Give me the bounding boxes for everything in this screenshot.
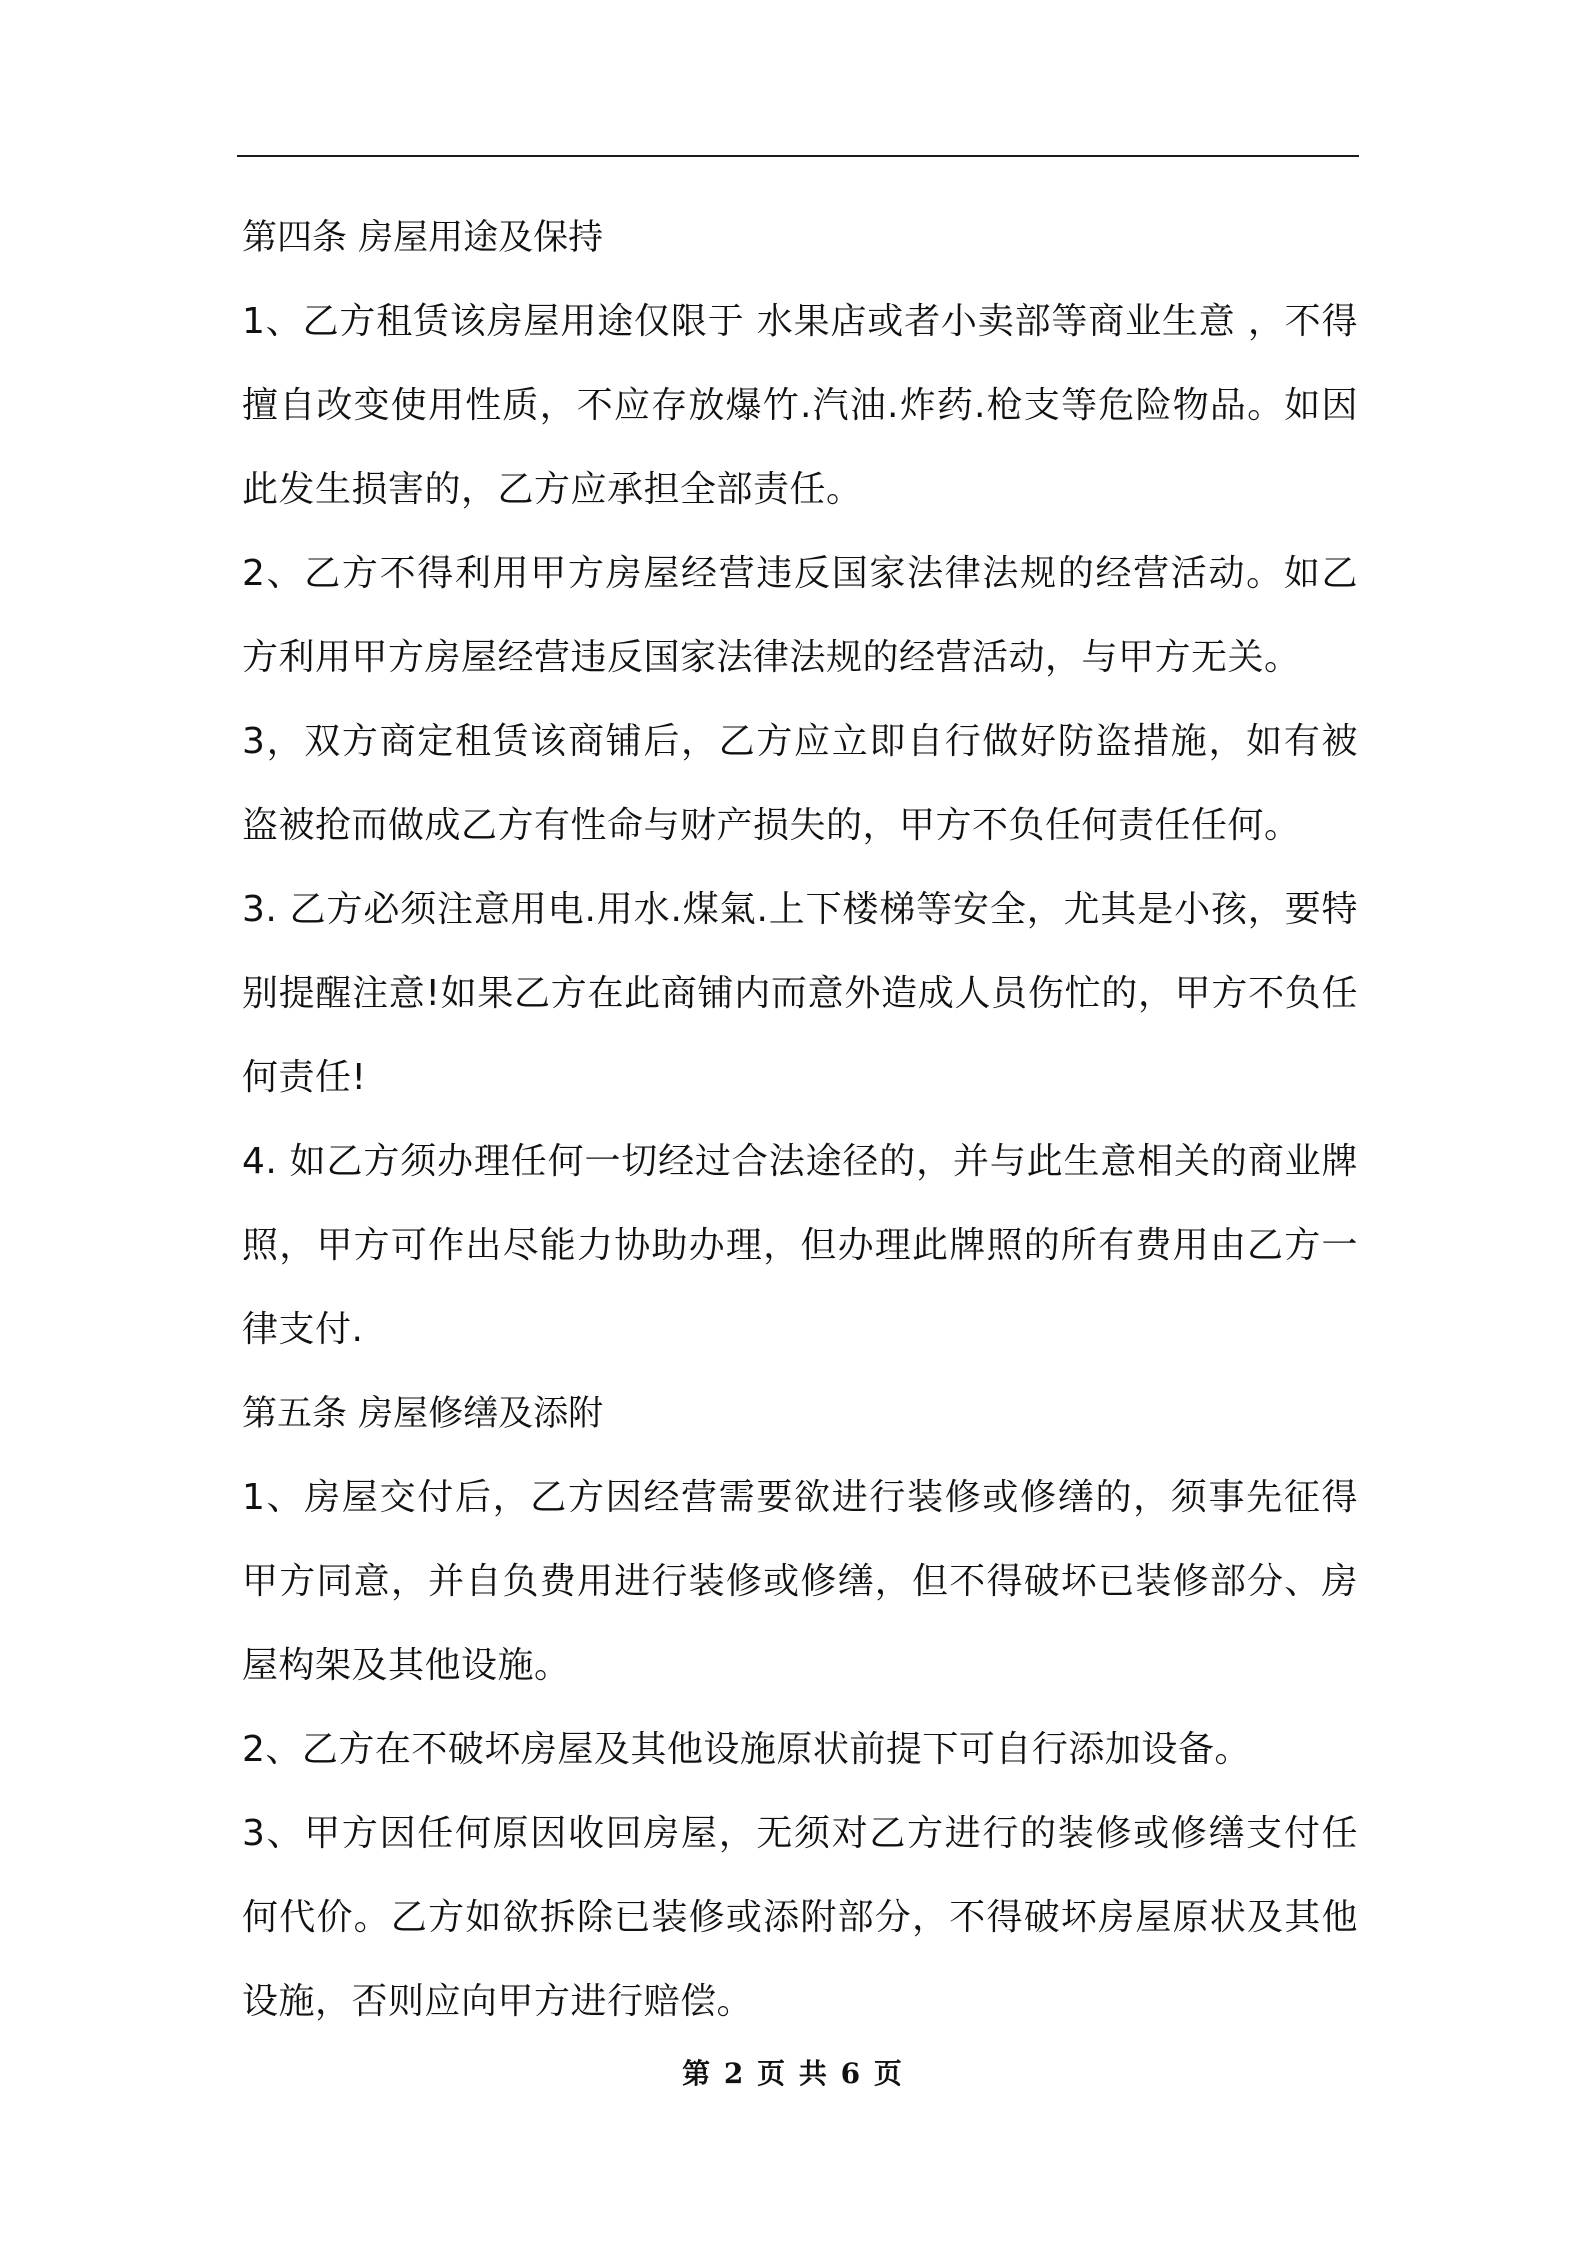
clause-5-1: 1、房屋交付后，乙方因经营需要欲进行装修或修缮的，须事先征得甲方同意，并自负费用进行装修或修缮，但不得破坏已装修部分、房屋构架及其他设施。 (242, 1477, 1358, 1686)
clause-4-4: 4. 如乙方须办理任何一切经过合法途径的，并与此生意相关的商业牌照，甲方可作出尽能力协助办理，但办理此牌照的所有费用由乙方一律支付. (242, 1141, 1358, 1350)
clause-4-1: 1、乙方租赁该房屋用途仅限于 水果店或者小卖部等商业生意 ，不得擅自改变使用性质，不应存放爆竹.汽油.炸药.枪支等危险物品。如因此发生损害的，乙方应承担全部责任。 (242, 301, 1358, 510)
page-number-footer: 第 2 页 共 6 页 (682, 2057, 904, 2090)
clause-4-3b: 3. 乙方必须注意用电.用水.煤氣.上下楼梯等安全，尤其是小孩，要特别提醒注意!如果乙方在此商铺内而意外造成人员伤忙的，甲方不负任何责任! (242, 889, 1358, 1098)
clause-5-3: 3、甲方因任何原因收回房屋，无须对乙方进行的装修或修缮支付任何代价。乙方如欲拆除已装修或添附部分，不得破坏房屋原状及其他设施，否则应向甲方进行赔偿。 (242, 1813, 1358, 2022)
clause-4-3a: 3，双方商定租赁该商铺后，乙方应立即自行做好防盗措施，如有被盗被抢而做成乙方有性命与财产损失的，甲方不负任何责任任何。 (242, 721, 1358, 846)
document-body (242, 196, 1358, 2044)
section-heading-5: 第五条 房屋修缮及添附 (242, 1394, 604, 1434)
clause-5-2: 2、乙方在不破坏房屋及其他设施原状前提下可自行添加设备。 (242, 1729, 1251, 1770)
clause-4-2: 2、乙方不得利用甲方房屋经营违反国家法律法规的经营活动。如乙方利用甲方房屋经营违反国家法律法规的经营活动，与甲方无关。 (242, 553, 1358, 678)
header-rule (237, 155, 1359, 157)
section-heading-4: 第四条 房屋用途及保持 (242, 218, 604, 258)
